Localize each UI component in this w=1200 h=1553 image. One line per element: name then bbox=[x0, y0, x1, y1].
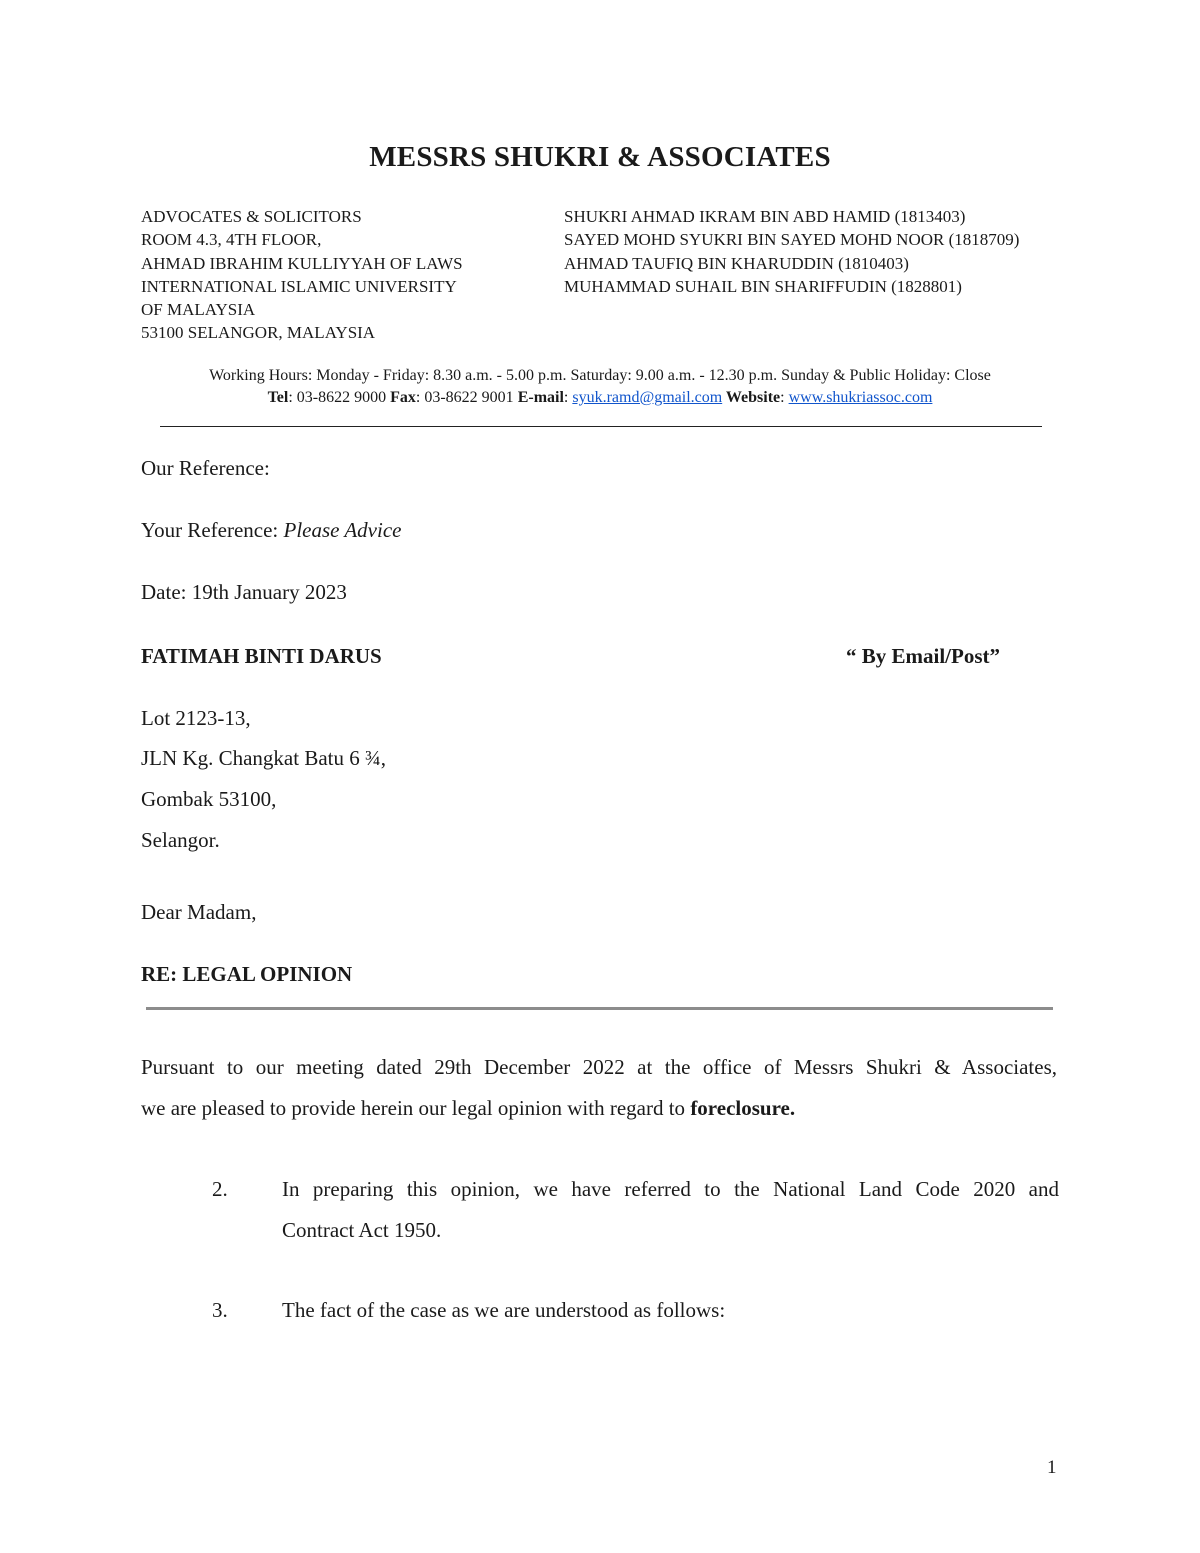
letterhead-divider bbox=[160, 426, 1042, 427]
letter-date: Date: 19th January 2023 bbox=[141, 580, 347, 604]
item-2-line-1 bbox=[282, 1177, 1059, 1202]
your-reference-label: Your Reference: bbox=[141, 518, 284, 542]
paragraph-1-text: Pursuant to our meeting dated 29th December 2022 at the office of Messrs Shukri & Associates, bbox=[141, 1055, 1057, 1079]
item-number: 2. bbox=[212, 1177, 228, 1201]
partner-name: SAYED MOHD SYUKRI BIN SAYED MOHD NOOR (1818709) bbox=[564, 230, 1020, 250]
contact-line bbox=[0, 389, 1200, 407]
item-text: In preparing this opinion, we have referred to the National Land Code 2020 and bbox=[282, 1177, 1059, 1201]
recipient-address-line: Lot 2123-13, bbox=[141, 706, 251, 730]
salutation: Dear Madam, bbox=[141, 900, 257, 924]
address-line: 53100 SELANGOR, MALAYSIA bbox=[141, 323, 376, 343]
partner-name: AHMAD TAUFIQ BIN KHARUDDIN (1810403) bbox=[564, 253, 909, 273]
recipient-address-line: JLN Kg. Changkat Batu 6 ¾, bbox=[141, 746, 386, 770]
paragraph-1-keyword: foreclosure. bbox=[690, 1096, 796, 1120]
subject-divider bbox=[146, 1007, 1053, 1010]
address-line: ROOM 4.3, 4TH FLOOR, bbox=[141, 230, 322, 250]
your-reference bbox=[141, 518, 401, 543]
partner-name: SHUKRI AHMAD IKRAM BIN ABD HAMID (1813403) bbox=[564, 207, 966, 226]
tel-value: : 03-8622 9000 bbox=[288, 389, 391, 406]
recipient-address-line: Selangor. bbox=[141, 828, 220, 852]
email-label: E-mail bbox=[517, 389, 564, 406]
email-link[interactable]: syuk.ramd@gmail.com bbox=[572, 389, 723, 406]
firm-address bbox=[141, 205, 463, 345]
fax-label: Fax bbox=[390, 389, 416, 406]
page-number: 1 bbox=[1047, 1457, 1057, 1478]
our-reference: Our Reference: bbox=[141, 456, 270, 480]
item-text: The fact of the case as we are understood as follows: bbox=[282, 1298, 726, 1322]
partner-name: MUHAMMAD SUHAIL BIN SHARIFFUDIN (1828801) bbox=[564, 276, 962, 296]
delivery-method: “ By Email/Post” bbox=[846, 644, 1001, 668]
partner-list bbox=[564, 205, 1019, 298]
email-separator: : bbox=[563, 389, 573, 406]
website-link[interactable]: www.shukriassoc.com bbox=[788, 389, 933, 406]
working-hours: Working Hours: Monday - Friday: 8.30 a.m. - 5.00 p.m. Saturday: 9.00 a.m. - 12.30 p.m. Sunday & Public Holiday: Close bbox=[209, 367, 991, 384]
firm-name: MESSRS SHUKRI & ASSOCIATES bbox=[369, 141, 831, 173]
website-separator: : bbox=[780, 389, 789, 406]
paragraph-1-line-2 bbox=[141, 1096, 795, 1121]
your-reference-value: Please Advice bbox=[283, 518, 402, 542]
item-number: 3. bbox=[212, 1298, 228, 1322]
address-line: OF MALAYSIA bbox=[141, 300, 256, 320]
address-line: ADVOCATES & SOLICITORS bbox=[141, 207, 362, 226]
paragraph-1-text: we are pleased to provide herein our legal opinion with regard to bbox=[141, 1096, 691, 1120]
fax-value: : 03-8622 9001 bbox=[415, 389, 518, 406]
item-text: Contract Act 1950. bbox=[282, 1218, 442, 1242]
recipient-address-line: Gombak 53100, bbox=[141, 787, 277, 811]
subject-line: RE: LEGAL OPINION bbox=[141, 962, 353, 986]
address-line: AHMAD IBRAHIM KULLIYYAH OF LAWS bbox=[141, 253, 463, 273]
recipient-name: FATIMAH BINTI DARUS bbox=[141, 644, 382, 668]
paragraph-1-line-1 bbox=[141, 1055, 1057, 1080]
website-label: Website bbox=[722, 389, 781, 406]
tel-label: Tel bbox=[267, 389, 289, 406]
address-line: INTERNATIONAL ISLAMIC UNIVERSITY bbox=[141, 276, 457, 296]
